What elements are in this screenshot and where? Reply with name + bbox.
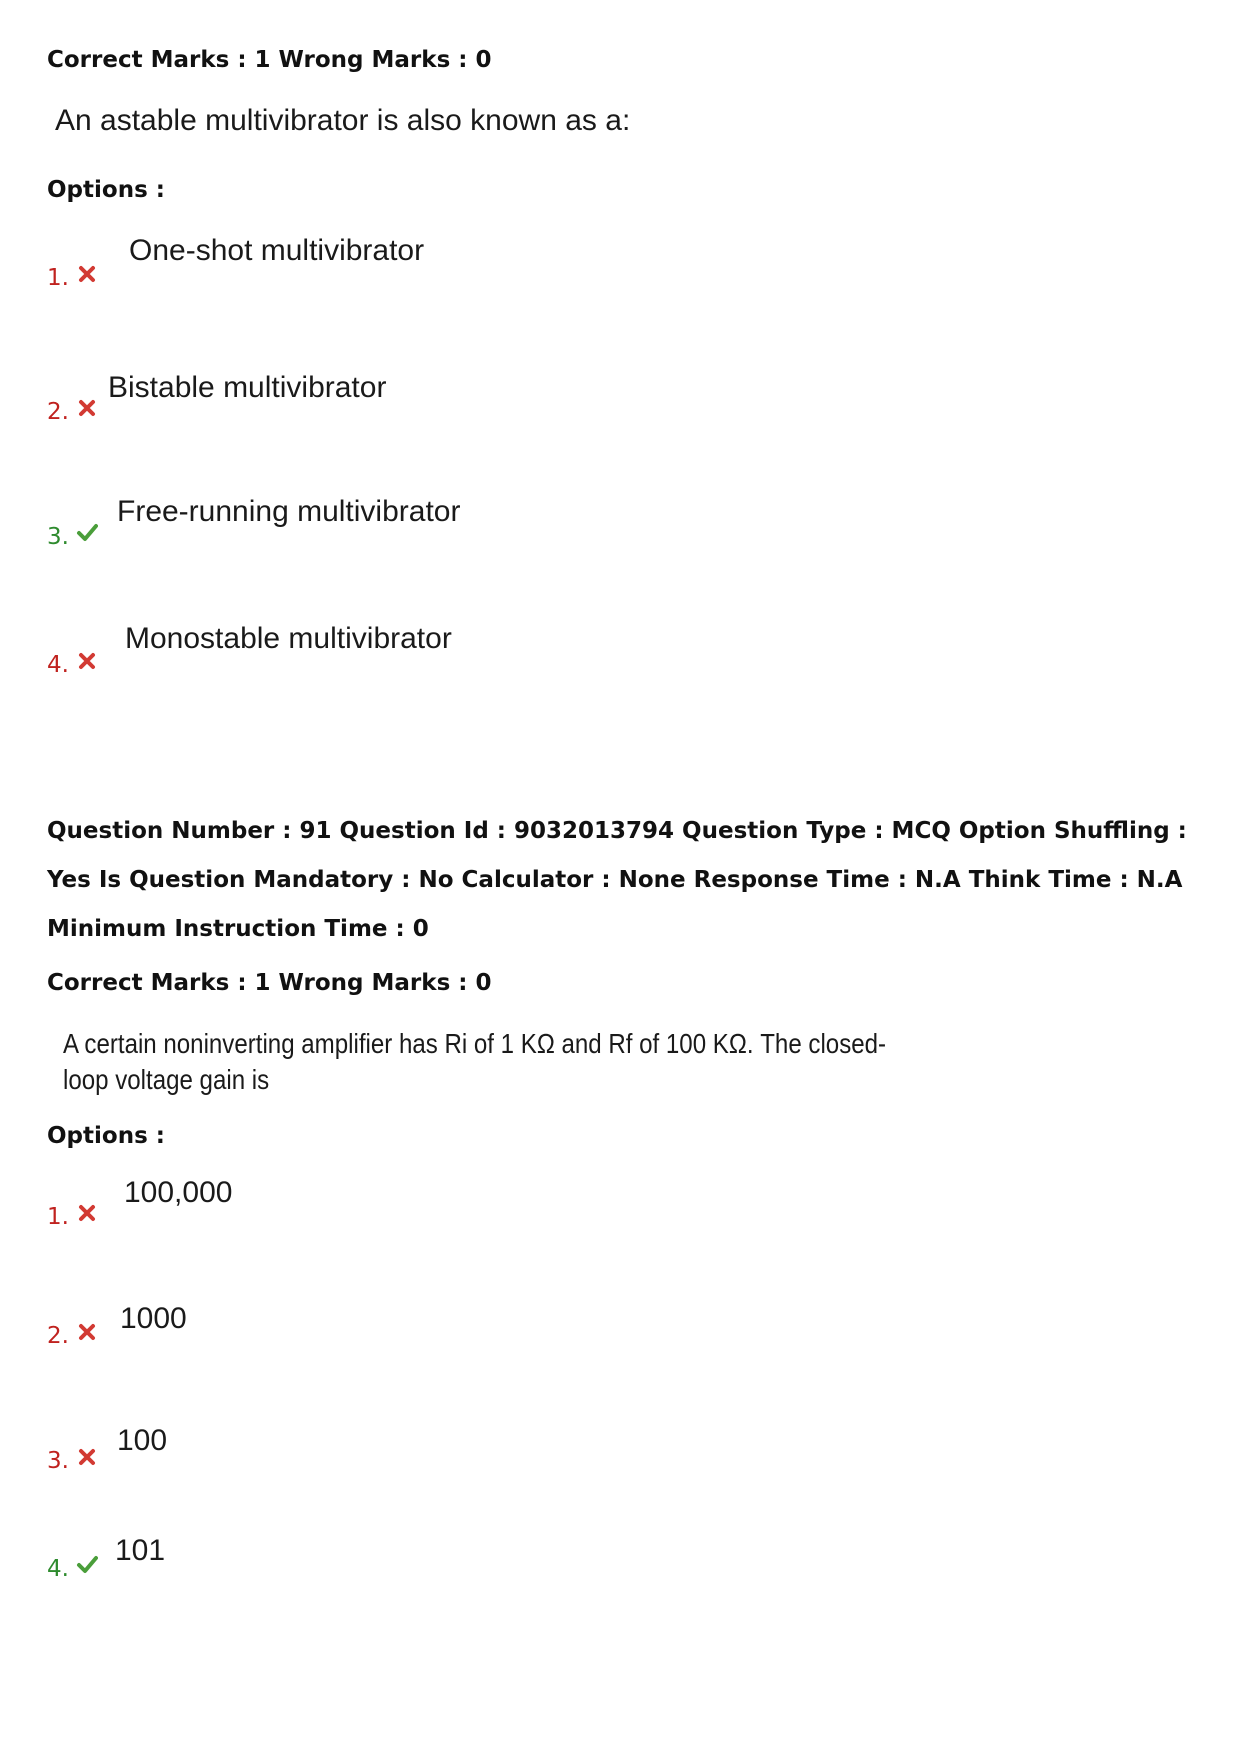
option-text: Free-running multivibrator xyxy=(117,495,461,528)
q90-question-text: An astable multivibrator is also known as a: xyxy=(55,104,631,137)
option-number: 4. xyxy=(47,652,69,678)
cross-icon xyxy=(76,1446,98,1468)
option-text: 1000 xyxy=(120,1302,187,1335)
q90-options-label: Options : xyxy=(47,177,165,203)
option-number: 1. xyxy=(47,1204,69,1230)
option-number: 2. xyxy=(47,399,69,425)
option-text: 100,000 xyxy=(124,1176,233,1209)
option-text: 100 xyxy=(117,1424,168,1457)
cross-icon xyxy=(76,1202,98,1224)
cross-icon xyxy=(76,397,98,419)
check-icon xyxy=(76,521,98,543)
option-text: Monostable multivibrator xyxy=(125,622,452,655)
check-icon xyxy=(76,1553,98,1575)
option-number: 3. xyxy=(47,524,69,550)
q91-marks: Correct Marks : 1 Wrong Marks : 0 xyxy=(47,970,492,996)
question-line-1: A certain noninverting amplifier has Ri of 1 KΩ and Rf of 100 KΩ. The closed- xyxy=(63,1028,887,1059)
option-number: 3. xyxy=(47,1448,69,1474)
option-number: 2. xyxy=(47,1323,69,1349)
option-text: 101 xyxy=(115,1534,166,1567)
q91-info: Question Number : 91 Question Id : 9032013794 Question Type : MCQ Option Shuffling : Yes Is Question Mandatory : No Calculator : None Response Time : N.A Think Time : N.A Minimum Instruction Time : 0 xyxy=(47,818,1187,942)
option-text: Bistable multivibrator xyxy=(108,371,387,404)
option-number: 4. xyxy=(47,1556,69,1582)
q91-question-text xyxy=(63,1026,886,1098)
cross-icon xyxy=(76,263,98,285)
q91-options-label: Options : xyxy=(47,1123,165,1149)
question-line-2: loop voltage gain is xyxy=(63,1064,270,1095)
q90-marks: Correct Marks : 1 Wrong Marks : 0 xyxy=(47,47,492,73)
cross-icon xyxy=(76,650,98,672)
option-number: 1. xyxy=(47,265,69,291)
option-text: One-shot multivibrator xyxy=(129,234,425,267)
cross-icon xyxy=(76,1321,98,1343)
